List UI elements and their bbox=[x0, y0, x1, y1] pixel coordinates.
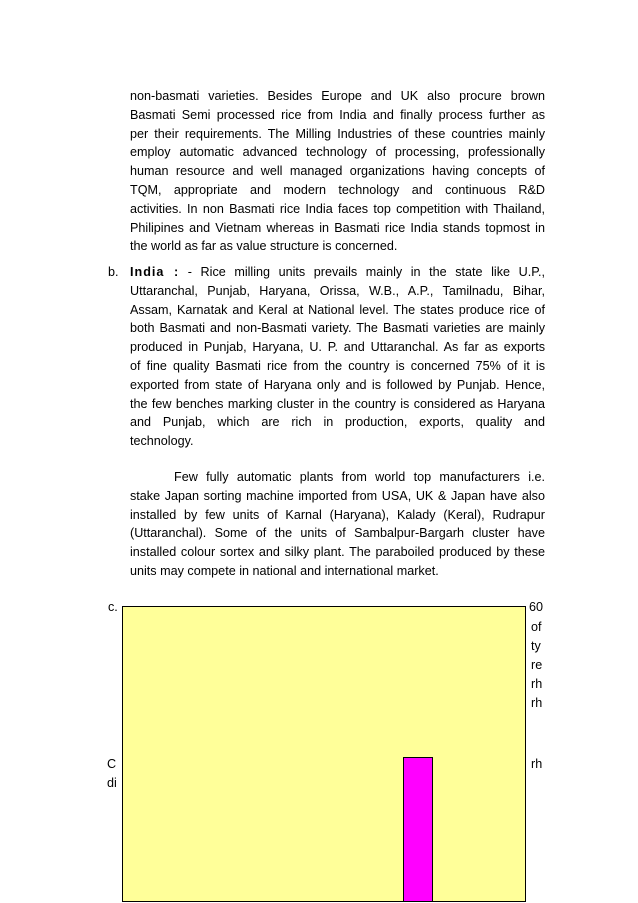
text-fragment: rh bbox=[531, 677, 543, 691]
text-fragment: rh bbox=[531, 696, 543, 710]
text-fragment: di bbox=[107, 776, 117, 790]
text-line: Basmati Semi processed rice from India and finally process further as bbox=[130, 107, 545, 122]
text-line: installed by few units of Karnal (Haryana), Kalady (Keral), Rudrapur bbox=[130, 507, 545, 522]
text-line: stake Japan sorting machine imported from USA, UK & Japan have also bbox=[130, 488, 545, 503]
list-marker-b: b. bbox=[108, 265, 119, 279]
text-line: the few benches marking cluster in the country is considered as Haryana bbox=[130, 396, 545, 411]
magenta-bar bbox=[403, 757, 433, 902]
text-line: the world as far as value structure is concerned. bbox=[130, 239, 398, 254]
item-b-first-line: - Rice milling units prevails mainly in the state like U.P., bbox=[187, 265, 545, 279]
text-line: technology. bbox=[130, 434, 194, 449]
text-fragment: ty bbox=[531, 639, 541, 653]
text-fragment: of bbox=[531, 620, 542, 634]
text-line: activities. In non Basmati rice India faces top competition with Thailand, bbox=[130, 201, 545, 216]
text-line: installed colour sortex and silky plant. The paraboiled produced by these bbox=[130, 545, 545, 560]
text-line: exported from state of Haryana only and is followed by Punjab. Hence, bbox=[130, 377, 545, 392]
continuation-paragraph bbox=[130, 87, 545, 256]
text-line: Uttaranchal, Punjab, Haryana, Orissa, W.B., A.P., Tamilnadu, Bihar, bbox=[130, 283, 545, 298]
text-fragment: C bbox=[107, 757, 117, 771]
text-line: Few fully automatic plants from world top manufacturers i.e. bbox=[174, 470, 545, 484]
text-line: produced in Punjab, Haryana, U. P. and Uttaranchal. As far as exports bbox=[130, 340, 545, 355]
text-line: both Basmati and non-Basmati variety. The Basmati varieties are mainly bbox=[130, 321, 545, 336]
list-marker-c: c. bbox=[108, 600, 118, 614]
text-line: (Uttaranchal). Some of the units of Sambalpur-Bargarh cluster have bbox=[130, 526, 545, 541]
text-line: of fine quality Basmati rice from the country is concerned 75% of it is bbox=[130, 358, 545, 373]
plants-paragraph bbox=[130, 468, 545, 581]
text-line: TQM, appropriate and modern technology and continuous R&D bbox=[130, 182, 545, 197]
text-fragment: re bbox=[531, 658, 543, 672]
text-fragment: 60 bbox=[529, 600, 544, 614]
text-line: per their requirements. The Milling Industries of these countries mainly bbox=[130, 126, 545, 141]
item-b-paragraph bbox=[130, 263, 545, 451]
text-line: units may compete in national and international market. bbox=[130, 563, 439, 578]
text-line: human resource and well managed organizations having concepts of bbox=[130, 164, 545, 179]
text-line bbox=[130, 263, 545, 282]
item-b-heading: India : bbox=[130, 265, 180, 279]
yellow-overlay-box bbox=[122, 606, 526, 902]
text-line: Philipines and Vietnam whereas in Basmati rice India stands topmost in bbox=[130, 220, 545, 235]
text-line: Assam, Karnatak and Keral at National level. The states produce rice of bbox=[130, 302, 545, 317]
text-line: non-basmati varieties. Besides Europe and UK also procure brown bbox=[130, 89, 545, 103]
text-fragment: rh bbox=[531, 757, 543, 771]
text-line: and Punjab, which are rich in production, exports, quality and bbox=[130, 415, 545, 430]
text-line: employ automatic advanced technology of processing, professionally bbox=[130, 145, 545, 160]
